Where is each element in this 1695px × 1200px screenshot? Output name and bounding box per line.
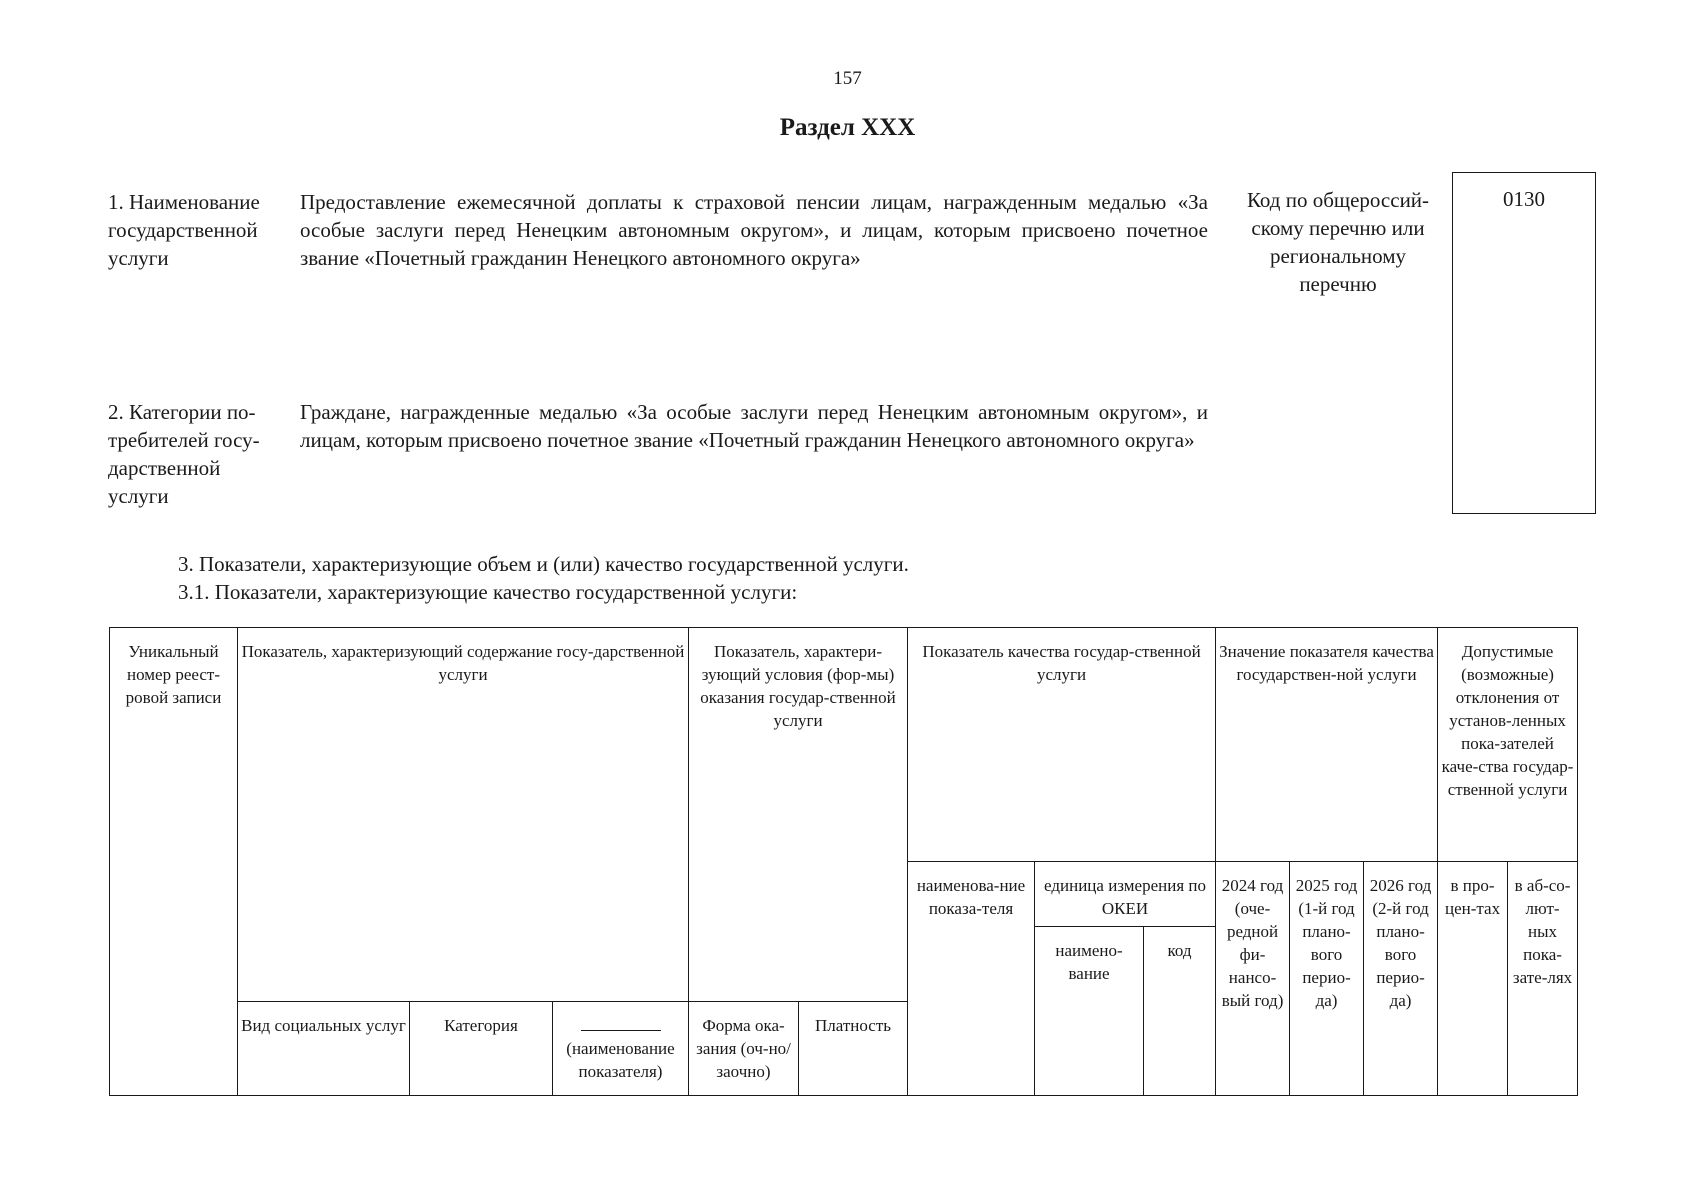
header-payment: Платность xyxy=(799,1002,908,1096)
header-deviation-percent: в про-цен-тах xyxy=(1438,862,1508,1096)
header-indicator-placeholder: (наименование показателя) xyxy=(553,1002,689,1096)
item2-consumer-categories: Граждане, награжденные медалью «За особые заслуги перед Ненецким автономным округом», и лицам, которым присвоено почетное звание «Почетный гражданин Ненецкого автономного округа» xyxy=(300,400,1208,452)
blank-line xyxy=(581,1016,661,1031)
header-delivery-form: Форма ока-зания (оч-но/заочно) xyxy=(689,1002,799,1096)
item2-label: 2. Категории по- требителей госу- дарственной услуги xyxy=(108,400,260,508)
code-label: Код по общероссий- скому перечню или региональному перечню xyxy=(1246,188,1430,296)
header-unique-number: Уникальный номер реест-ровой записи xyxy=(110,628,238,1096)
header-year-2024: 2024 год (оче-редной фи-нансо-вый год) xyxy=(1216,862,1290,1096)
item3-1-heading: 3.1. Показатели, характеризующие качество государственной услуги: xyxy=(178,580,798,604)
item1-service-name: Предоставление ежемесячной доплаты к страховой пенсии лицам, награжденным медалью «За особые заслуги перед Ненецким автономным округом», и лицам, которым присвоено почетное звание «Почетный гражданин Ненецкого автономного округа» xyxy=(300,190,1208,270)
item3-heading: 3. Показатели, характеризующие объем и (или) качество государственной услуги. xyxy=(178,552,909,576)
header-year-2025: 2025 год (1-й год плано-вого перио-да) xyxy=(1290,862,1364,1096)
section-title: Раздел XXX xyxy=(779,114,916,141)
header-year-2026: 2026 год (2-й год плано-вого перио-да) xyxy=(1364,862,1438,1096)
header-category: Категория xyxy=(410,1002,553,1096)
header-social-services-type: Вид социальных услуг xyxy=(238,1002,410,1096)
header-okei-code: код xyxy=(1144,927,1216,1096)
header-quality-indicator: Показатель качества государ-ственной услуги xyxy=(908,628,1216,862)
code-value: 0130 xyxy=(1503,187,1545,211)
header-okei-unit: единица измерения по ОКЕИ xyxy=(1035,862,1216,927)
header-allowed-deviations: Допустимые (возможные) отклонения от установ-ленных пока-зателей каче-ства государ-ственной услуги xyxy=(1438,628,1578,862)
header-deviation-absolute: в аб-со-лют-ных пока-зате-лях xyxy=(1508,862,1578,1096)
header-okei-name: наимено-вание xyxy=(1035,927,1144,1096)
page-number: 157 xyxy=(833,68,862,89)
quality-indicators-table xyxy=(109,627,1578,1096)
header-content-indicator: Показатель, характеризующий содержание госу-дарственной услуги xyxy=(238,628,689,1002)
item1-label: 1. Наименование государственной услуги xyxy=(108,190,260,270)
header-conditions-indicator: Показатель, характери-зующий условия (фор-мы) оказания государ-ственной услуги xyxy=(689,628,908,1002)
header-indicator-value: Значение показателя качества государствен-ной услуги xyxy=(1216,628,1438,862)
code-box xyxy=(1452,172,1596,514)
header-indicator-name: наименова-ние показа-теля xyxy=(908,862,1035,1096)
